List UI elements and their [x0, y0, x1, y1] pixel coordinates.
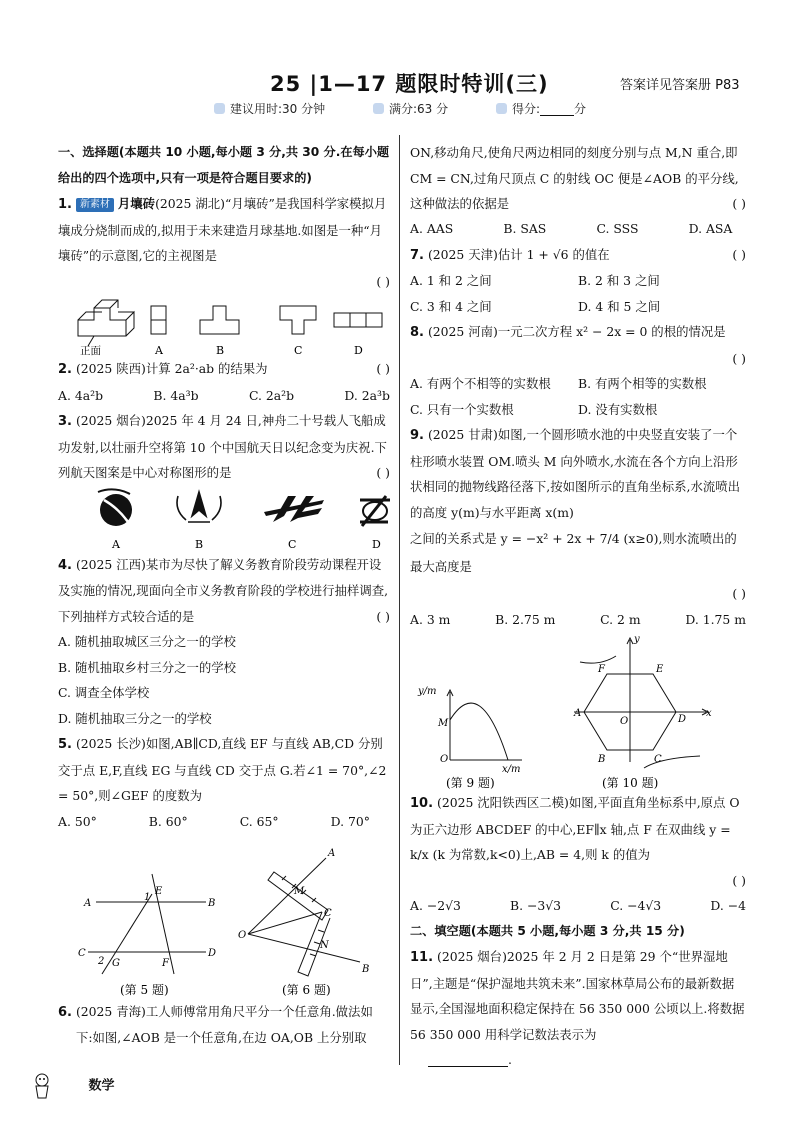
svg-text:y/m: y/m — [418, 686, 437, 697]
svg-text:A: A — [328, 848, 336, 859]
score-icon — [373, 103, 384, 114]
svg-text:2: 2 — [98, 956, 105, 967]
column-divider — [399, 135, 400, 1065]
q6-caption: (第 6 题) — [282, 983, 331, 997]
q3-figure — [58, 486, 390, 552]
q1-figure — [58, 294, 390, 356]
q4-text: (2025 江西)某市为尽快了解义务教育阶段劳动课程开设及实施的情况,现面向全市义务教育阶段的学校进行抽样调查,下列抽样方式较合适的是 — [58, 556, 389, 624]
svg-text:G: G — [112, 958, 120, 969]
svg-text:y: y — [634, 634, 640, 645]
q9-caption: (第 9 题) — [446, 776, 495, 790]
q8-number: 8. — [410, 325, 424, 340]
q7-option-b[interactable]: B. 2 和 3 之间 — [578, 273, 660, 288]
svg-text:D: D — [678, 714, 687, 725]
q10-blank: ( ) — [732, 872, 746, 888]
svg-text:F: F — [598, 664, 605, 675]
svg-text:F: F — [162, 958, 169, 969]
svg-text:N: N — [320, 940, 329, 951]
q10-options — [410, 893, 746, 919]
q1-number: 1. — [58, 197, 72, 212]
svg-text:x: x — [706, 708, 712, 719]
q7-blank: ( ) — [732, 246, 746, 262]
q5-caption: (第 5 题) — [120, 983, 169, 997]
q2-option-c[interactable]: C. 2a²b — [248, 387, 295, 403]
q1-option-c[interactable]: C — [294, 344, 303, 356]
q10-figure — [574, 638, 708, 768]
svg-text:B: B — [362, 964, 370, 975]
q1-option-b[interactable]: B — [216, 344, 225, 356]
score-label: 满分:63 分 — [388, 102, 449, 116]
section2-heading: 二、填空题(本题共 5 小题,每小题 3 分,共 15 分) — [410, 923, 685, 938]
mascot-icon — [30, 1072, 54, 1100]
q9-text-b: 之间的关系式是 y = −x² + 2x + 7/4 (x≥0),则水流喷出的最大高度是 — [410, 531, 737, 574]
meta-bar — [214, 100, 630, 117]
q8-options — [410, 371, 746, 422]
q6-option-d[interactable]: D. ASA — [688, 221, 733, 236]
svg-text:M: M — [438, 718, 449, 729]
q3-pattern-a — [98, 489, 132, 526]
q1-topic: 月壤砖 — [117, 196, 156, 211]
question-9 — [410, 422, 746, 632]
q8-option-b[interactable]: B. 有两个相等的实数根 — [578, 376, 707, 391]
q9-number: 9. — [410, 428, 424, 443]
q8-option-c[interactable]: C. 只有一个实数根 — [410, 401, 514, 417]
q6-figure — [248, 858, 360, 976]
new-material-badge: 新素材 — [76, 198, 114, 212]
q9-option-d[interactable]: D. 1.75 m — [685, 611, 746, 627]
q1-blank: ( ) — [376, 273, 390, 289]
svg-text:E: E — [155, 886, 163, 897]
got-blank[interactable] — [540, 102, 574, 116]
subject-label: 数学 — [88, 1078, 115, 1094]
question-11 — [410, 944, 746, 1073]
svg-text:O: O — [238, 930, 247, 941]
q3-option-b[interactable]: B — [195, 537, 204, 551]
q2-text: (2025 陕西)计算 2a²·ab 的结果为 — [75, 361, 268, 376]
q3-pattern-b — [177, 492, 221, 522]
svg-text:C: C — [78, 948, 86, 959]
svg-text:A: A — [84, 898, 92, 909]
question-6-cont — [410, 140, 746, 242]
clock-icon — [214, 103, 225, 114]
q3-option-a[interactable]: A — [112, 537, 120, 551]
q6-option-c[interactable]: C. SSS — [596, 221, 639, 236]
q5-text: (2025 长沙)如图,AB∥CD,直线 EF 与直线 AB,CD 分别交于点 E,F,直线 EG 与直线 CD 交于点 G.若∠1 = 70°,∠2 = 50°,则∠GEF 的度数为 — [58, 736, 387, 803]
q6-blank: ( ) — [732, 196, 746, 211]
q6-option-b[interactable]: B. SAS — [503, 221, 547, 236]
q3-pattern-d — [360, 496, 390, 526]
q3-pattern-c — [264, 496, 324, 522]
q3-option-c[interactable]: C — [288, 537, 297, 551]
question-1 — [58, 191, 390, 356]
q5-options — [58, 809, 390, 835]
svg-text:A: A — [574, 708, 582, 719]
question-6 — [58, 999, 390, 1050]
q2-option-a[interactable]: A. 4a²b — [58, 387, 103, 403]
q1-option-a[interactable]: A — [155, 344, 163, 356]
svg-text:B: B — [208, 898, 216, 909]
question-3 — [58, 408, 390, 552]
q6-text-continued: ON,移动角尺,使角尺两边相同的刻度分别与点 M,N 重合,即 CM = CN,过角尺顶点 C 的射线 OC 便是∠AOB 的平分线,这种做法的依据是 — [410, 145, 739, 211]
q6-options — [410, 216, 732, 242]
q8-blank: ( ) — [732, 350, 746, 366]
q4-option-b[interactable]: B. 随机抽取乡村三分之一的学校 — [58, 659, 237, 675]
q7-option-d[interactable]: D. 4 和 5 之间 — [578, 298, 661, 314]
q11-answer-blank[interactable] — [428, 1053, 508, 1067]
q4-option-a[interactable]: A. 随机抽取城区三分之一的学校 — [58, 634, 236, 649]
q2-blank: ( ) — [376, 361, 390, 376]
q7-option-a[interactable]: A. 1 和 2 之间 — [410, 273, 492, 288]
q9-q10-figures — [410, 632, 746, 790]
q6-number: 6. — [58, 1005, 72, 1020]
q8-option-a[interactable]: A. 有两个不相等的实数根 — [410, 376, 551, 391]
q1-front-label: 正面 — [80, 345, 101, 356]
q3-number: 3. — [58, 414, 72, 429]
q1-option-d[interactable]: D — [354, 344, 363, 356]
pen-icon — [496, 103, 507, 114]
svg-text:C: C — [324, 908, 332, 919]
question-8 — [410, 319, 746, 422]
q9-option-c[interactable]: C. 2 m — [600, 611, 641, 627]
q10-option-c[interactable]: C. −4√3 — [610, 898, 662, 913]
q5-option-c[interactable]: C. 65° — [239, 813, 279, 829]
q10-caption: (第 10 题) — [602, 776, 659, 790]
q4-number: 4. — [58, 557, 72, 573]
q5-figure — [88, 874, 206, 974]
q10-number: 10. — [410, 796, 434, 811]
q2-options — [58, 383, 390, 409]
svg-text:M: M — [294, 886, 305, 897]
page-footer — [30, 1072, 115, 1100]
answer-reference: 答案详见答案册 P83 — [620, 78, 740, 93]
q9-option-b[interactable]: B. 2.75 m — [495, 611, 556, 627]
q9-figure — [447, 690, 522, 760]
time-label: 建议用时:30 分钟 — [230, 102, 326, 116]
q9-text-a: (2025 甘肃)如图,一个圆形喷水池的中央竖直安装了一个柱形喷水装置 OM.喷头 M 向外喷水,水流在各个方向上沿形状相同的抛物线路径落下,按如图所示的直角坐标系,水流喷出的高度 y(m)与水平距离 x(m) — [410, 427, 741, 520]
q4-option-d[interactable]: D. 随机抽取三分之一的学校 — [58, 710, 212, 726]
svg-text:x/m: x/m — [502, 764, 521, 775]
q9-options — [410, 607, 746, 633]
q5-option-d[interactable]: D. 70° — [330, 813, 370, 829]
q8-text: (2025 河南)一元二次方程 x² − 2x = 0 的根的情况是 — [427, 324, 726, 339]
page-title: 25 |1—17 题限时特训(三) — [270, 72, 549, 96]
right-column — [410, 140, 746, 1073]
question-4 — [58, 552, 390, 732]
svg-text:O: O — [440, 754, 449, 765]
q7-text: (2025 天津)估计 1 + √6 的值在 — [427, 246, 610, 262]
svg-text:C: C — [654, 754, 662, 765]
q6-option-a[interactable]: A. AAS — [410, 221, 454, 236]
q2-number: 2. — [58, 362, 72, 377]
q5-option-b[interactable]: B. 60° — [148, 813, 188, 829]
got-label: 得分: — [511, 102, 540, 116]
q9-blank: ( ) — [732, 586, 746, 601]
q10-option-d[interactable]: D. −4 — [710, 898, 746, 913]
svg-text:B: B — [598, 754, 606, 765]
q1-text: (2025 湖北)“月壤砖”是我国科学家模拟月壤成分烧制而成的,拟用于未来建造月球基地.如图是一种“月壤砖”的示意图,它的主视图是 — [58, 196, 387, 263]
left-column — [58, 140, 390, 1050]
svg-text:1: 1 — [144, 892, 151, 903]
question-7 — [410, 242, 746, 320]
q5-option-a[interactable]: A. 50° — [58, 813, 97, 829]
q5-q6-figures — [58, 834, 390, 999]
got-unit: 分 — [573, 102, 586, 116]
svg-text:O: O — [620, 716, 629, 727]
svg-text:E: E — [656, 664, 664, 675]
question-5 — [58, 731, 390, 834]
q11-number: 11. — [410, 950, 434, 965]
q3-blank: ( ) — [376, 465, 390, 480]
question-2 — [58, 356, 390, 408]
q8-option-d[interactable]: D. 没有实数根 — [578, 401, 658, 417]
q6-text: (2025 青海)工人师傅常用角尺平分一个任意角.做法如下:如图,∠AOB 是一个任意角,在边 OA,OB 上分别取 — [75, 1004, 373, 1045]
q5-number: 5. — [58, 737, 72, 752]
q4-option-c[interactable]: C. 调查全体学校 — [58, 685, 150, 700]
q7-option-c[interactable]: C. 3 和 4 之间 — [410, 298, 492, 314]
q2-option-b[interactable]: B. 4a³b — [153, 387, 199, 403]
q4-blank: ( ) — [376, 608, 390, 624]
q7-number: 7. — [410, 247, 424, 263]
q10-option-a[interactable]: A. −2√3 — [410, 898, 461, 913]
q11-tail: . — [508, 1052, 512, 1067]
q10-option-b[interactable]: B. −3√3 — [510, 898, 562, 913]
q11-text: (2025 烟台)2025 年 2 月 2 日是第 29 个“世界湿地日”,主题是“保护湿地共筑未来”.国家林草局公布的最新数据显示,全国湿地面积稳定保持在 56 350 000 公顷以上.将数据 56 350 000 用科学记数法表示为 — [410, 949, 745, 1042]
q3-option-d[interactable]: D — [372, 537, 381, 551]
q9-option-a[interactable]: A. 3 m — [410, 611, 451, 627]
q2-option-d[interactable]: D. 2a³b — [344, 387, 390, 403]
question-10 — [410, 790, 746, 919]
svg-text:D: D — [208, 948, 217, 959]
q10-text: (2025 沈阳铁西区二模)如图,平面直角坐标系中,原点 O 为正六边形 ABCDEF 的中心,EF∥x 轴,点 F 在双曲线 y = k/x (k 为常数,k<0)上,AB = 4,则 k 的值为 — [410, 795, 740, 862]
section1-heading: 一、选择题(本题共 10 小题,每小题 3 分,共 30 分.在每小题给出的四个选项中,只有一项是符合题目要求的) — [58, 145, 390, 185]
q7-options — [410, 268, 746, 319]
page-header — [0, 68, 800, 118]
q3-text: (2025 烟台)2025 年 4 月 24 日,神舟二十号载人飞船成功发射,以壮丽升空将第 10 个中国航天日以纪念变为庆祝.下列航天图案是中心对称图形的是 — [58, 413, 387, 480]
